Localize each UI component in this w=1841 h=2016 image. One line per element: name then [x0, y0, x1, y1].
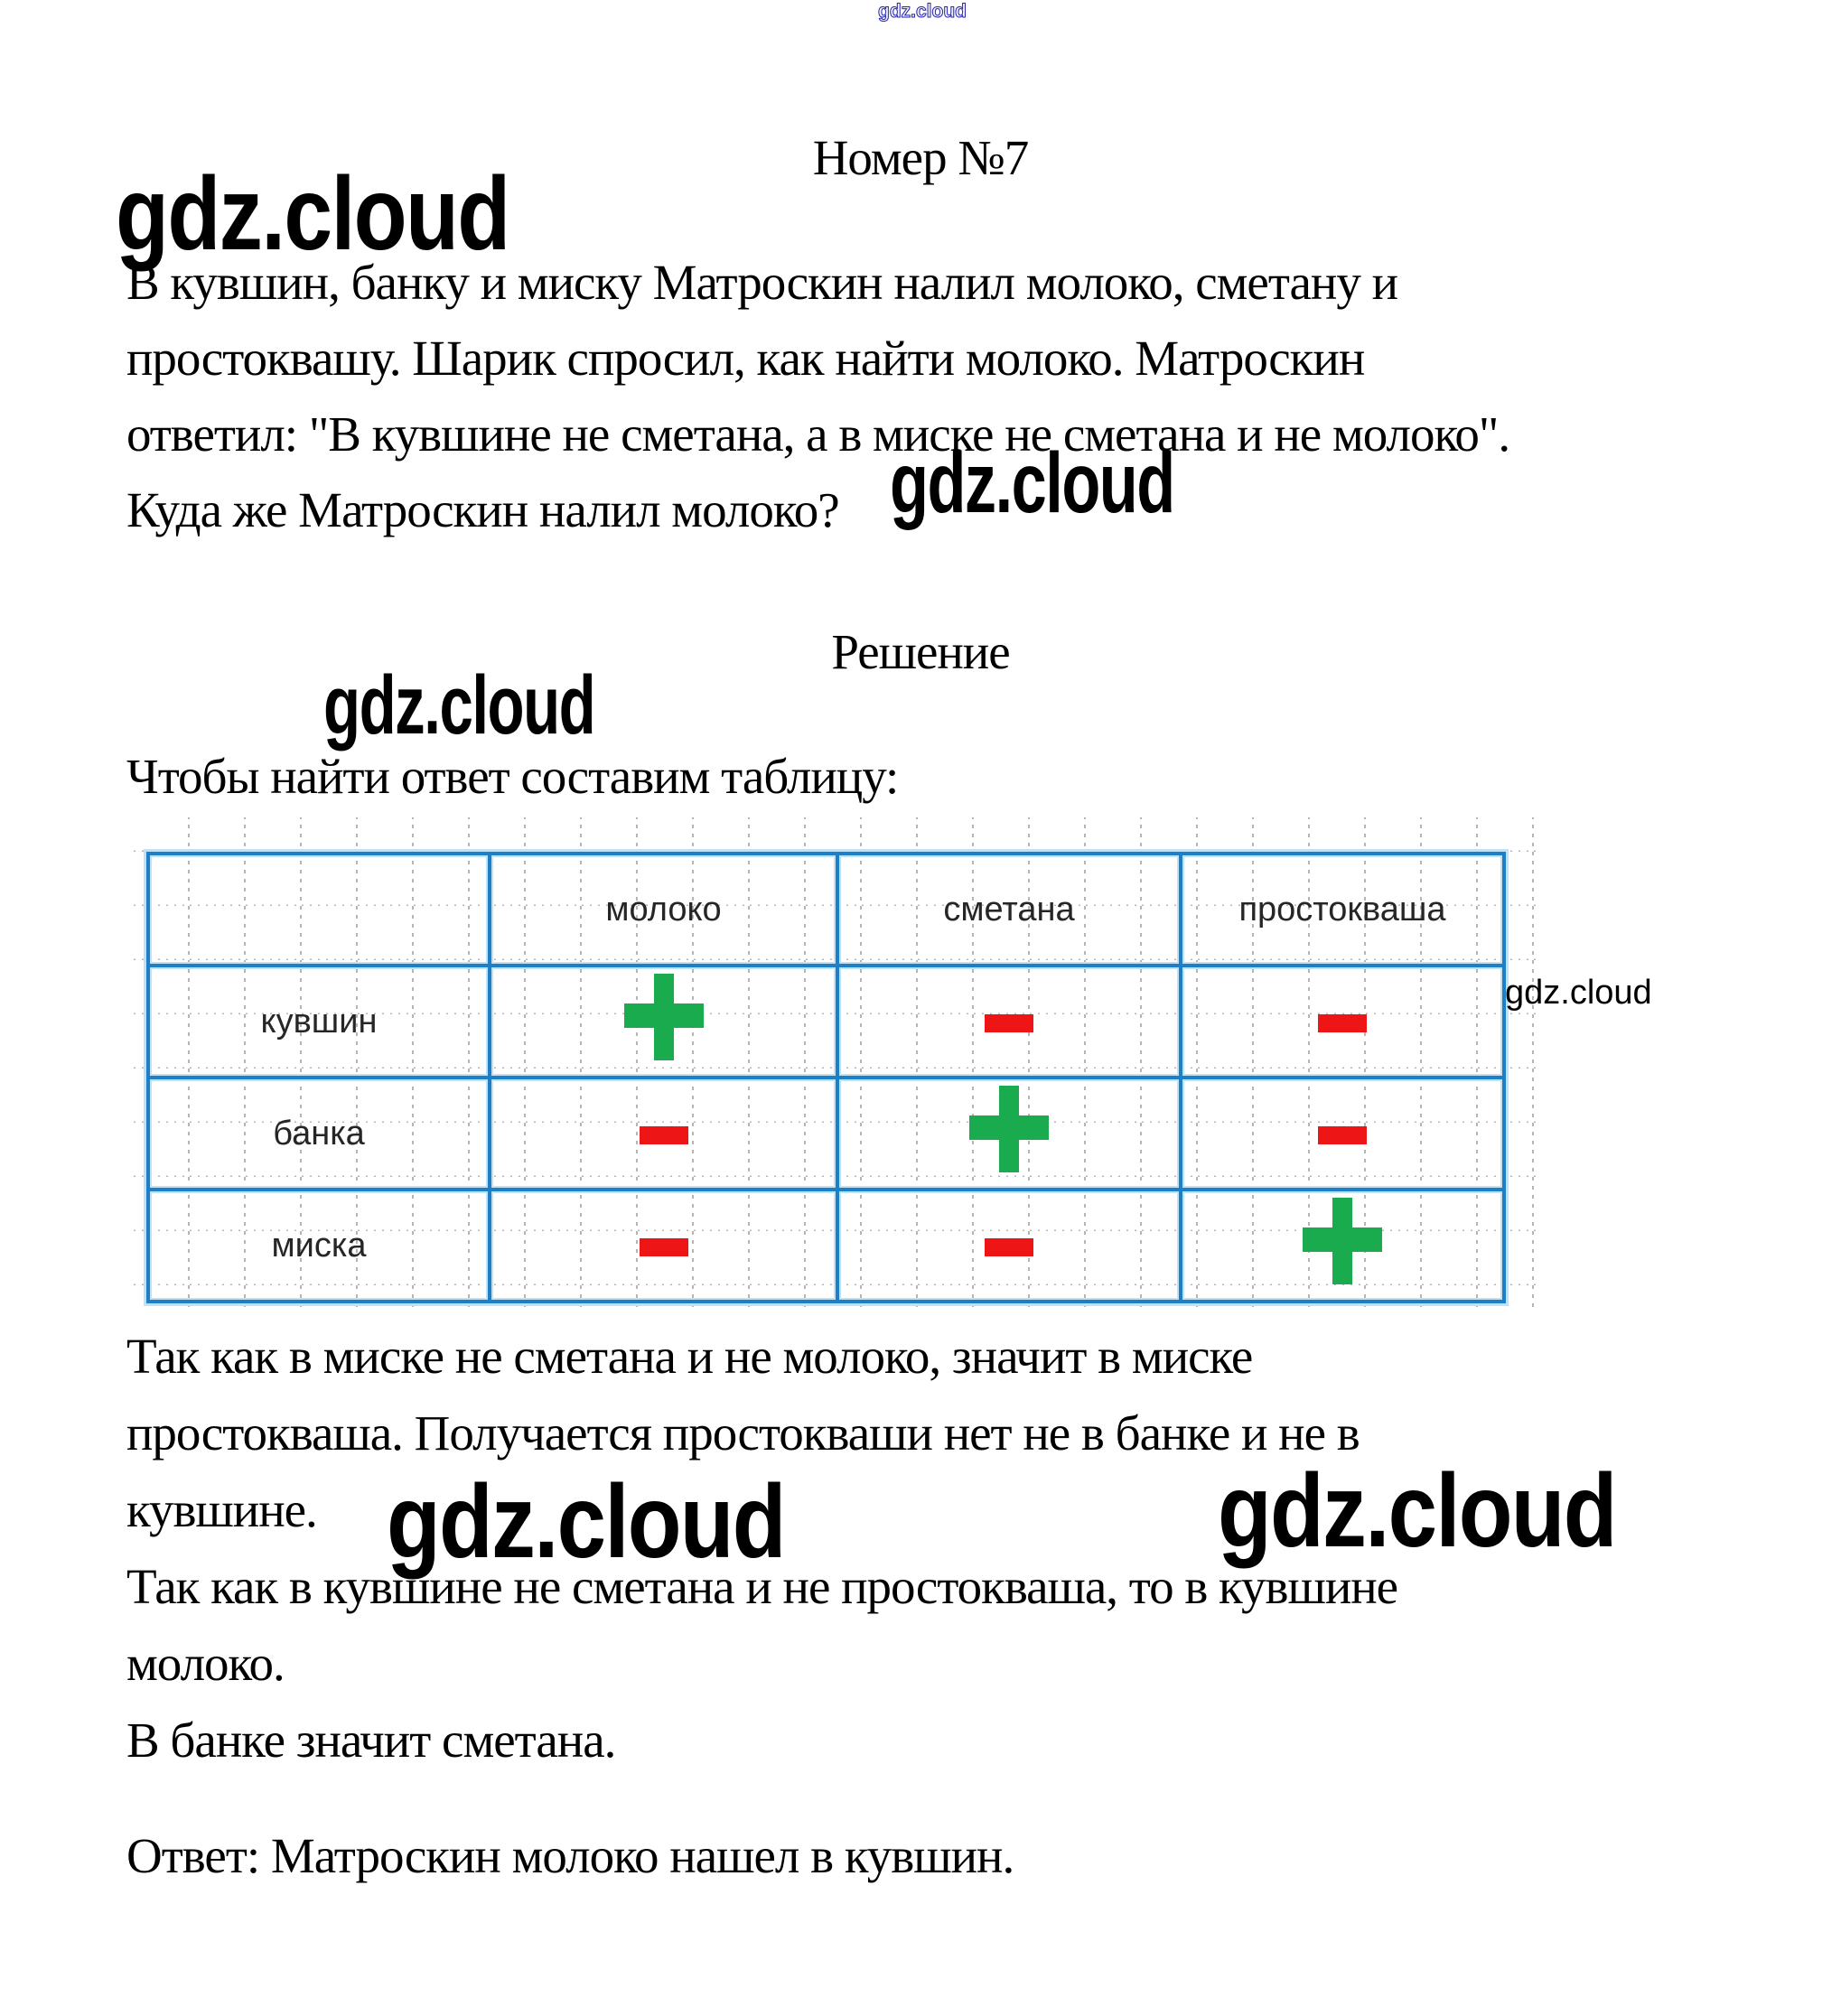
column-header: сметана [837, 854, 1181, 966]
watermark-top-left: gdz.cloud [116, 156, 509, 272]
minus-mark [1318, 1126, 1367, 1144]
mark-cell [1181, 1190, 1504, 1302]
mark-cell [490, 1078, 837, 1190]
table-row [148, 966, 1504, 1078]
table-row [148, 1190, 1504, 1302]
plus-mark [624, 974, 704, 1060]
row-label: миска [148, 1190, 490, 1302]
table-row [148, 1078, 1504, 1190]
table-intro: Чтобы найти ответ составим таблицу: [126, 749, 899, 804]
problem-line: простоквашу. Шарик спросил, как найти молоко. Матроскин [126, 331, 1365, 386]
corner-cell [148, 854, 490, 966]
minus-mark [985, 1014, 1033, 1032]
mark-cell [837, 966, 1181, 1078]
mark-cell [490, 1190, 837, 1302]
column-header: молоко [490, 854, 837, 966]
solution-heading: Решение [831, 624, 1010, 679]
watermark-table-right: gdz.cloud [1505, 974, 1652, 1012]
mark-cell [837, 1190, 1181, 1302]
page-title: Номер №7 [812, 130, 1029, 185]
column-header: простокваша [1181, 854, 1504, 966]
plus-mark [969, 1086, 1049, 1172]
table-area [134, 817, 1540, 1310]
mark-cell [837, 1078, 1181, 1190]
watermark-top-tiny: gdz.cloud [878, 1, 967, 22]
mark-cell [490, 966, 837, 1078]
problem-line: В кувшин, банку и миску Матроскин налил молоко, сметану и [126, 255, 1398, 310]
problem-line: ответил: "В кувшине не сметана, а в миске не сметана и не молоко". [126, 406, 1510, 462]
minus-mark [640, 1238, 688, 1256]
conclusion-line: В банке значит сметана. [126, 1713, 616, 1768]
conclusion-line: кувшине. [126, 1482, 317, 1537]
logic-table [146, 852, 1506, 1303]
minus-mark [1318, 1014, 1367, 1032]
problem-line: Куда же Матроскин налил молоко? [126, 482, 839, 537]
conclusion-line: простокваша. Получается простокваши нет не в банке и не в [126, 1405, 1360, 1461]
table-header-row [148, 854, 1504, 966]
conclusion-line: Так как в миске не сметана и не молоко, значит в миске [126, 1329, 1253, 1384]
watermark-bottom-left: gdz.cloud [387, 1464, 785, 1580]
conclusion-line: молоко. [126, 1636, 285, 1691]
watermark-bottom-right: gdz.cloud [1218, 1453, 1616, 1569]
conclusion-line: Так как в кувшине не сметана и не простокваша, то в кувшине [126, 1559, 1398, 1614]
minus-mark [640, 1126, 688, 1144]
watermark-center: gdz.cloud [323, 659, 595, 751]
minus-mark [985, 1238, 1033, 1256]
watermark-middle-right: gdz.cloud [890, 435, 1174, 531]
mark-cell [1181, 966, 1504, 1078]
row-label: банка [148, 1078, 490, 1190]
row-label: кувшин [148, 966, 490, 1078]
plus-mark [1303, 1198, 1382, 1284]
mark-cell [1181, 1078, 1504, 1190]
answer-line: Ответ: Матроскин молоко нашел в кувшин. [126, 1828, 1014, 1883]
